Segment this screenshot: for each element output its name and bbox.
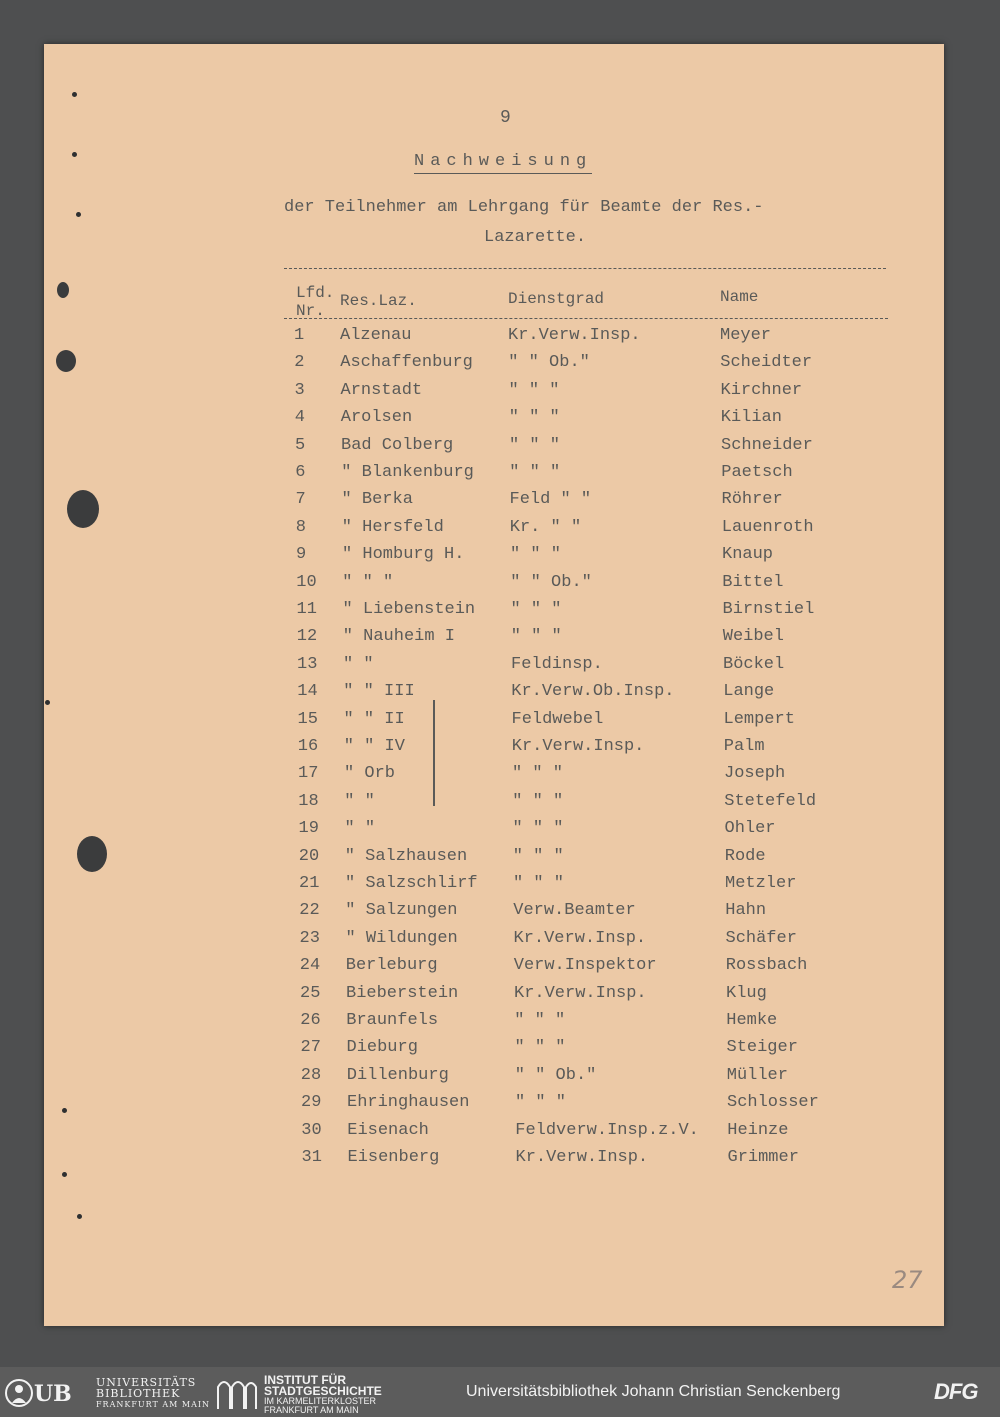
cell-name: Metzler (725, 874, 797, 893)
cell-name: Hahn (725, 901, 767, 921)
cell-res-laz: Aschaffenburg (340, 353, 473, 373)
cell-lfd-nr: 5 (295, 435, 306, 455)
header-res-laz: Res.Laz. (340, 292, 417, 310)
document-subtitle-cont: Lazarette. (484, 228, 587, 247)
cell-name: Ohler (724, 819, 776, 839)
cell-dienstgrad: " " Ob." (508, 353, 590, 373)
top-rule (284, 268, 886, 269)
cell-lfd-nr: 9 (296, 545, 307, 565)
ub-logo-word: UB (34, 1381, 72, 1407)
cell-name: Meyer (720, 326, 772, 345)
cell-dienstgrad: Kr.Verw.Insp. (508, 326, 641, 345)
cell-dienstgrad: Kr.Verw.Insp. (515, 1148, 649, 1167)
punch-hole (57, 282, 69, 298)
cell-dienstgrad: " " " (509, 463, 561, 482)
cell-name: Schlosser (727, 1093, 819, 1113)
punch-hole (77, 836, 107, 872)
cell-name: Schäfer (725, 928, 797, 948)
cell-dienstgrad: " " " (512, 764, 564, 784)
cell-name: Birnstiel (722, 600, 815, 619)
cell-res-laz: Dillenburg (346, 1065, 449, 1085)
cell-dienstgrad: " " " (513, 874, 565, 893)
cell-lfd-nr: 11 (296, 600, 317, 619)
cell-lfd-nr: 4 (294, 408, 305, 428)
cell-dienstgrad: " " " (510, 545, 562, 565)
institute-logo-text: INSTITUT FÜR STADTGESCHICHTE IM KARMELITERKLOSTER FRANKFURT AM MAIN (264, 1373, 382, 1415)
cell-dienstgrad: Feldwebel (511, 709, 604, 729)
cell-name: Weibel (722, 627, 784, 647)
institute-arches-icon (214, 1375, 258, 1411)
cell-name: Lempert (723, 709, 795, 729)
cell-name: Klug (726, 983, 767, 1003)
cell-lfd-nr: 30 (301, 1120, 322, 1140)
cell-lfd-nr: 31 (301, 1148, 322, 1167)
cell-lfd-nr: 6 (295, 463, 306, 482)
cell-lfd-nr: 23 (299, 928, 320, 948)
cell-lfd-nr: 12 (296, 627, 318, 647)
cell-lfd-nr: 27 (300, 1038, 321, 1058)
cell-dienstgrad: Feldverw.Insp.z.V. (515, 1120, 699, 1140)
cell-res-laz: Berleburg (345, 956, 438, 976)
cell-res-laz: " Hersfeld (341, 517, 444, 537)
cell-res-laz: " " IV (343, 737, 405, 756)
cell-res-laz: " Wildungen (345, 928, 458, 948)
cell-lfd-nr: 28 (300, 1065, 322, 1085)
cell-dienstgrad: Feldinsp. (511, 654, 603, 674)
cell-lfd-nr: 26 (300, 1011, 321, 1030)
cell-dienstgrad: " " " (512, 819, 564, 839)
margin-note: 27 (892, 1266, 923, 1294)
cell-res-laz: Arolsen (340, 408, 413, 428)
cell-res-laz: Bieberstein (346, 983, 459, 1003)
cell-res-laz: " " (344, 791, 375, 811)
cell-dienstgrad: " " " (508, 408, 560, 428)
cell-lfd-nr: 21 (299, 874, 320, 893)
cell-name: Heinze (727, 1120, 789, 1140)
cell-lfd-nr: 2 (294, 353, 305, 373)
cell-dienstgrad: Kr.Verw.Ob.Insp. (511, 682, 675, 702)
dfg-logo: DFG (934, 1379, 978, 1404)
cell-dienstgrad: Kr.Verw.Insp. (514, 983, 647, 1003)
speck (76, 212, 81, 217)
cell-lfd-nr: 7 (295, 490, 306, 510)
cell-name: Stetefeld (724, 791, 817, 811)
cell-dienstgrad: " " " (509, 435, 561, 455)
speck (72, 152, 77, 157)
cell-res-laz: " " (343, 654, 374, 674)
cell-res-laz: Arnstadt (340, 380, 423, 400)
cell-lfd-nr: 24 (299, 956, 321, 976)
cell-res-laz: " Salzhausen (344, 846, 468, 866)
header-lfd: Lfd. (296, 284, 335, 302)
cell-lfd-nr: 15 (297, 709, 318, 729)
cell-name: Grimmer (727, 1148, 799, 1167)
cell-lfd-nr: 17 (298, 764, 319, 784)
cell-res-laz: Ehringhausen (347, 1093, 470, 1113)
speck (45, 700, 50, 705)
cell-res-laz: " Liebenstein (342, 600, 476, 619)
cell-res-laz: Eisenberg (347, 1148, 440, 1167)
cell-res-laz: " " III (343, 682, 415, 702)
header-dienstgrad: Dienstgrad (508, 290, 605, 308)
cell-dienstgrad: " " " (508, 380, 560, 400)
cell-name: Lange (723, 682, 775, 702)
cell-lfd-nr: 29 (301, 1093, 322, 1113)
ub-logo-text: UNIVERSITÄTS BIBLIOTHEK FRANKFURT AM MAIN (96, 1376, 211, 1409)
cell-name: Bittel (722, 572, 784, 592)
cell-dienstgrad: Verw.Inspektor (513, 956, 657, 976)
cell-lfd-nr: 1 (294, 326, 305, 345)
speck (72, 92, 77, 97)
cell-name: Joseph (724, 764, 786, 784)
cell-dienstgrad: Verw.Beamter (513, 901, 636, 921)
cell-dienstgrad: " " " (510, 627, 562, 647)
cell-name: Hemke (726, 1011, 778, 1030)
cell-lfd-nr: 19 (298, 819, 319, 839)
cell-lfd-nr: 3 (294, 380, 305, 400)
cell-lfd-nr: 8 (295, 517, 306, 537)
cell-res-laz: Eisenach (347, 1120, 429, 1140)
cell-lfd-nr: 22 (299, 901, 320, 921)
speck (77, 1214, 82, 1219)
cell-name: Kilian (720, 408, 782, 428)
document-title: Nachweisung (414, 152, 592, 174)
cell-name: Knaup (722, 545, 774, 565)
cell-dienstgrad: Feld " " (509, 490, 592, 510)
cell-res-laz: Dieburg (346, 1038, 418, 1058)
cell-name: Rode (724, 846, 766, 866)
cell-res-laz: " Berka (341, 490, 413, 510)
cell-dienstgrad: " " " (514, 1011, 566, 1030)
punch-hole (56, 350, 76, 372)
cell-name: Palm (723, 737, 765, 756)
document-subtitle: der Teilnehmer am Lehrgang für Beamte der Res.- (284, 198, 764, 217)
cell-dienstgrad: " " " (514, 1038, 566, 1058)
cell-dienstgrad: Kr.Verw.Insp. (511, 737, 645, 756)
cell-name: Müller (726, 1065, 788, 1085)
cell-lfd-nr: 13 (297, 654, 318, 674)
cell-res-laz: " " (344, 819, 376, 839)
cell-res-laz: Bad Colberg (341, 435, 454, 455)
cell-res-laz: Alzenau (340, 326, 412, 345)
cell-res-laz: " Salzungen (345, 901, 458, 921)
header-name: Name (720, 288, 759, 306)
page-number: 9 (500, 108, 511, 128)
speck (62, 1108, 67, 1113)
speck (62, 1172, 67, 1177)
punch-hole (67, 490, 99, 528)
cell-dienstgrad: " " " (510, 600, 562, 619)
cell-dienstgrad: " " " (512, 846, 564, 866)
cell-dienstgrad: Kr. " " (509, 517, 582, 537)
cell-dienstgrad: " " " (515, 1093, 567, 1113)
cell-res-laz: " " " (342, 572, 394, 592)
cell-name: Lauenroth (721, 517, 814, 537)
cell-lfd-nr: 10 (296, 572, 317, 592)
cell-dienstgrad: Kr.Verw.Insp. (513, 928, 647, 948)
cell-lfd-nr: 14 (297, 682, 318, 702)
cell-name: Schneider (721, 435, 813, 455)
cell-res-laz: " Salzschlirf (345, 874, 478, 893)
cell-name: Röhrer (721, 490, 783, 510)
cell-name: Scheidter (720, 353, 813, 373)
cell-lfd-nr: 20 (298, 846, 320, 866)
cell-res-laz: " " II (343, 709, 405, 729)
cell-name: Rossbach (725, 956, 808, 976)
library-title: Universitätsbibliothek Johann Christian Senckenberg (466, 1383, 841, 1400)
cell-lfd-nr: 16 (297, 737, 319, 756)
cell-name: Steiger (726, 1038, 798, 1058)
header-nr: Nr. (296, 302, 325, 320)
header-rule (284, 318, 888, 319)
cell-res-laz: " Homburg H. (342, 545, 465, 565)
cell-name: Böckel (723, 654, 785, 674)
cell-res-laz: Braunfels (346, 1011, 439, 1030)
cell-dienstgrad: " " " (512, 791, 564, 811)
cell-dienstgrad: " " Ob." (514, 1065, 597, 1085)
cell-dienstgrad: " " Ob." (510, 572, 592, 592)
cell-name: Kirchner (720, 380, 803, 400)
cell-name: Paetsch (721, 463, 793, 482)
cell-res-laz: " Blankenburg (341, 463, 474, 482)
footer-bar (0, 1367, 1000, 1417)
cell-res-laz: " Orb (344, 764, 396, 784)
cell-lfd-nr: 18 (298, 791, 319, 811)
cell-res-laz: " Nauheim I (342, 627, 455, 647)
bracket-line (433, 700, 435, 806)
cell-lfd-nr: 25 (300, 983, 321, 1003)
